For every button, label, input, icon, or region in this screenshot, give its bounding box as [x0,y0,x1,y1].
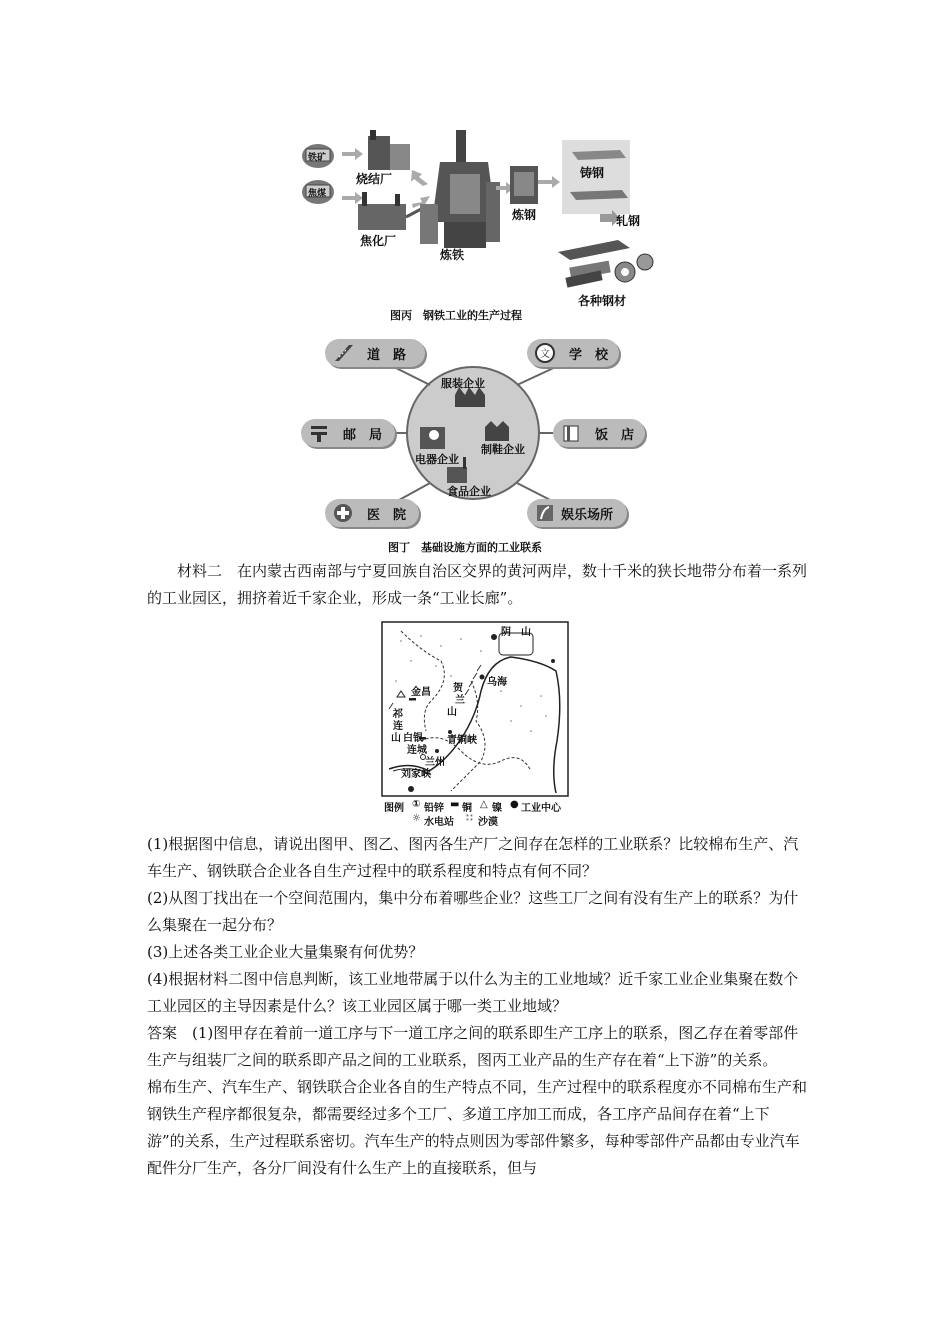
rolling-label: 轧钢 [616,214,641,228]
school-icon [535,343,555,363]
figure-ding-caption: 图丁 基础设施方面的工业联系 [388,541,542,554]
appliance-enterprise-label: 电器企业 [415,453,459,466]
hospital-icon [333,503,353,523]
road-label: 道 路 [367,348,407,363]
map-label-shan2: 山 [391,733,401,744]
entertainment-icon [535,503,555,523]
answer [147,1020,807,1182]
map-label-qi: 祁 [393,709,403,720]
steel-products-label: 各种钢材 [578,294,627,308]
desert-icon: ∷ [466,813,473,824]
map-label-jinchang: 金昌 [411,687,431,698]
post-node [301,419,395,447]
clothing-enterprise-label: 服装企业 [441,377,485,390]
map-label-baiyin: 白银 [403,733,423,744]
ore-iron-label: 铁矿 [308,153,327,163]
school-node [527,339,619,367]
center-icon: ● [510,799,519,810]
map-label-lian: 连 [393,721,403,732]
figure-infrastructure [295,335,655,535]
hospital-node [325,499,419,527]
map-legend [384,799,584,829]
map-label-shan: 山 [447,707,457,718]
legend-center: 工业中心 [521,803,561,814]
steelmaking-label: 炼钢 [512,208,537,222]
answer-part-2: 棉布生产、汽车生产、钢铁联合企业各自的生产特点不同，生产过程中的联系程度亦不同棉布生产和钢铁生产程序都很复杂，都需要经过多个工厂、多道工序加工而成，各工序产品间存在着“上下游”的关系，生产过程联系密切。汽车生产的特点则因为零部件繁多，每种零部件产品都由专业汽车配件分厂生产，各分厂间没有什么生产上的直接联系，但与 [147,1078,808,1177]
question-3: (3)上述各类工业企业大量集聚有何优势？ [147,943,424,961]
map-label-liujiaxia: 刘家峡 [401,769,431,780]
questions [147,831,807,1020]
restaurant-icon [561,423,581,443]
figure-bing-caption: 图丙 钢铁工业的生产过程 [390,309,522,322]
legend-copper: 铜 [462,803,472,814]
coking-plant-label: 焦化厂 [360,234,397,248]
question-2: (2)从图丁找出在一个空间范围内，集中分布着哪些企业？这些工厂之间有没有生产上的联系？为什么集聚在一起分布？ [147,889,799,934]
legend-title: 图例 [384,803,404,814]
entertainment-node [527,499,627,527]
post-icon [309,423,329,443]
ironmaking-label: 炼铁 [440,248,465,262]
restaurant-label: 饭 店 [595,428,635,443]
figure-steel-process [300,122,670,332]
legend-desert: 沙漠 [478,817,498,828]
map-label-lanzhou: 兰州 [425,757,445,768]
legend-leadzinc: 铅锌 [424,803,444,814]
hospital-label: 医 院 [367,508,407,523]
shoe-enterprise-label: 制鞋企业 [481,443,525,456]
svg-text:文: 文 [540,349,550,360]
question-4: (4)根据材料二图中信息判断，该工业地带属于以什么为主的工业地域？近千家工业企业集聚在数个工业园区的主导因素是什么？该工业园区属于哪一类工业地域？ [147,970,799,1015]
leadzinc-icon: ① [412,799,421,810]
hydro-icon: ☼ [412,813,421,824]
restaurant-node [553,419,645,447]
industrial-corridor-map [381,621,569,797]
map-label-yinshan: 阴 山 [501,627,531,638]
ore-coal-label: 焦煤 [308,189,327,199]
legend-hydro: 水电站 [424,817,454,828]
answer-part-1: 答案 (1)图甲存在着前一道工序与下一道工序之间的联系即生产工序上的联系，图乙存在着零部件生产与组装厂之间的联系即产品之间的工业联系，图丙工业产品的生产存在着“上下游”的关系。 [147,1024,799,1069]
material-two-text: 材料二 在内蒙古西南部与宁夏回族自治区交界的黄河两岸，数十千米的狭长地带分布着一系列的工业园区，拥挤着近千家企业，形成一条“工业长廊”。 [147,562,808,607]
question-1: (1)根据图中信息，请说出图甲、图乙、图丙各生产厂之间存在怎样的工业联系？比较棉布生产、汽车生产、钢铁联合企业各自生产过程中的联系程度和特点有何不同？ [147,835,799,880]
road-icon [333,343,353,363]
map-label-lan: 兰 [455,695,465,706]
casting-label: 铸钢 [580,166,605,180]
post-label: 邮 局 [343,428,383,443]
food-enterprise-label: 食品企业 [447,485,491,498]
legend-nickel: 镍 [492,803,502,814]
sinter-plant-label: 烧结厂 [356,172,393,186]
entertainment-label: 娱乐场所 [561,508,614,523]
material-two [147,558,807,612]
map-label-he: 贺 [453,683,463,694]
map-label-liancheng: 连城 [407,745,427,756]
nickel-icon: △ [480,799,488,810]
copper-icon: ▬ [450,799,460,810]
school-label: 学 校 [569,348,609,363]
map-label-wuhai: 乌海 [487,677,507,688]
road-node [325,339,425,367]
map-label-qingtongxia: 青铜峡 [447,735,477,746]
